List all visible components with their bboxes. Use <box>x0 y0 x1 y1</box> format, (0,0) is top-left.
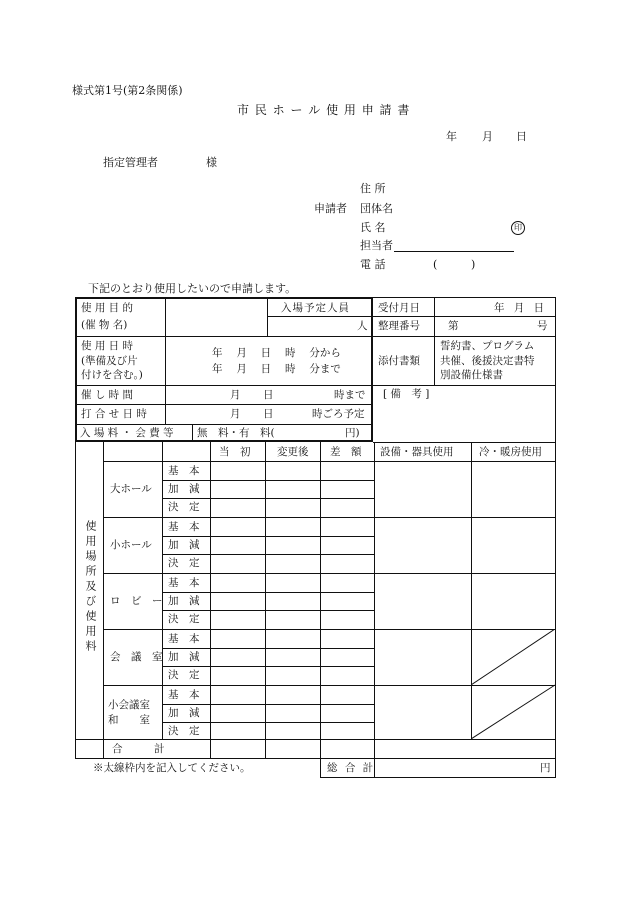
room-conference: 会 議 室 <box>110 651 163 663</box>
date-day: 日 <box>516 130 527 143</box>
attach-line-1: 誓約書、プログラム <box>440 340 535 352</box>
row-label: 加 減 <box>168 595 200 607</box>
applicant-address-label: 住 所 <box>360 182 386 195</box>
form-number: 様式第1号(第2条関係) <box>72 84 183 97</box>
reg-no-label: 整理番号 <box>378 320 420 332</box>
footer-note: ※太線枠内を記入してください。 <box>93 762 251 774</box>
usage-line-1: 年 月 日 時 分から <box>212 347 341 359</box>
col-aircon: 冷・暖房使用 <box>479 446 542 458</box>
room-lobby: ロ ビ ー <box>110 595 163 607</box>
col-initial: 当 初 <box>219 446 251 458</box>
side-label: 使用場所及び使用料 <box>84 520 97 655</box>
usage-label-1: 使 用 日 時 <box>81 340 134 352</box>
purpose-label-2: (催 物 名) <box>81 319 128 331</box>
row-label: 決 定 <box>168 613 200 625</box>
total-label: 合 計 <box>112 743 165 755</box>
room-small-conference: 小会議室 <box>108 699 150 711</box>
fee-value: 無 料・有 料( <box>197 427 275 439</box>
usage-label-2: (準備及び片 <box>81 355 138 367</box>
addressee-label: 指定管理者 <box>103 156 158 169</box>
applicant-org-label: 団体名 <box>360 202 393 215</box>
usage-label-3: 付けを含む。) <box>81 369 143 381</box>
phone-label: 電 話 <box>360 258 386 271</box>
date-month: 月 <box>482 130 493 143</box>
aircon-na-slashes <box>471 629 556 739</box>
date-year: 年 <box>446 130 457 143</box>
row-label: 基 本 <box>168 465 200 477</box>
event-time-day: 日 <box>263 389 274 401</box>
col-equipment: 設備・器具使用 <box>380 446 454 458</box>
row-label: 基 本 <box>168 633 200 645</box>
fee-label: 入 場 料 ・ 会 費 等 <box>80 427 174 439</box>
reg-no-prefix: 第 <box>448 320 459 332</box>
event-time-until: 時まで <box>334 389 366 401</box>
row-label: 決 定 <box>168 669 200 681</box>
row-label: 基 本 <box>168 521 200 533</box>
row-label: 基 本 <box>168 577 200 589</box>
receipt-date-label: 受付月日 <box>378 302 420 314</box>
row-label: 基 本 <box>168 689 200 701</box>
person-in-charge-label: 担当者 <box>360 239 393 252</box>
row-label: 決 定 <box>168 725 200 737</box>
seal-mark: 印 <box>511 221 525 235</box>
meeting-until: 時ごろ予定 <box>312 408 365 420</box>
row-label: 加 減 <box>168 651 200 663</box>
room-japanese: 和 室 <box>108 714 150 726</box>
usage-line-2: 年 月 日 時 分まで <box>212 363 341 375</box>
fee-unit: 円) <box>345 427 360 439</box>
meeting-label: 打 合 せ 日 時 <box>81 408 147 420</box>
applicant-label: 申請者 <box>314 202 347 215</box>
remarks-label: [ 備 考 ] <box>383 388 430 400</box>
applicant-name-label: 氏 名 <box>360 221 386 234</box>
room-large-hall: 大ホール <box>110 483 152 495</box>
addressee-suffix: 様 <box>206 156 217 169</box>
attendance-unit: 人 <box>357 320 368 332</box>
row-label: 加 減 <box>168 707 200 719</box>
event-time-label: 催 し 時 間 <box>81 389 134 401</box>
col-changed: 変更後 <box>277 446 309 458</box>
receipt-date-value: 年 月 日 <box>494 302 545 314</box>
meeting-day: 日 <box>263 408 274 420</box>
reg-no-suffix: 号 <box>537 320 548 332</box>
upper-right-line <box>555 297 556 442</box>
phone-paren-close: ) <box>471 258 476 271</box>
attach-line-2: 共催、後援決定書特 <box>440 355 535 367</box>
room-small-hall: 小ホール <box>110 539 152 551</box>
row-label: 決 定 <box>168 501 200 513</box>
grand-total-label: 総 合 計 <box>327 762 376 774</box>
person-in-charge-line <box>394 251 514 252</box>
purpose-label-1: 使 用 目 的 <box>81 302 134 314</box>
row-label: 決 定 <box>168 557 200 569</box>
intro-text: 下記のとおり使用したいので申請します。 <box>88 282 297 295</box>
attendance-label: 入場予定人員 <box>281 302 350 314</box>
event-time-month: 月 <box>230 389 241 401</box>
row-label: 加 減 <box>168 483 200 495</box>
meeting-month: 月 <box>230 408 241 420</box>
col-diff: 差 額 <box>330 446 362 458</box>
row-label: 加 減 <box>168 539 200 551</box>
attach-label: 添付書類 <box>378 355 420 367</box>
grand-total-unit: 円 <box>540 762 551 774</box>
phone-paren-open: ( <box>433 258 438 271</box>
form-title: 市 民 ホ ー ル 使 用 申 請 書 <box>237 103 411 117</box>
attach-line-3: 別設備仕様書 <box>440 369 503 381</box>
